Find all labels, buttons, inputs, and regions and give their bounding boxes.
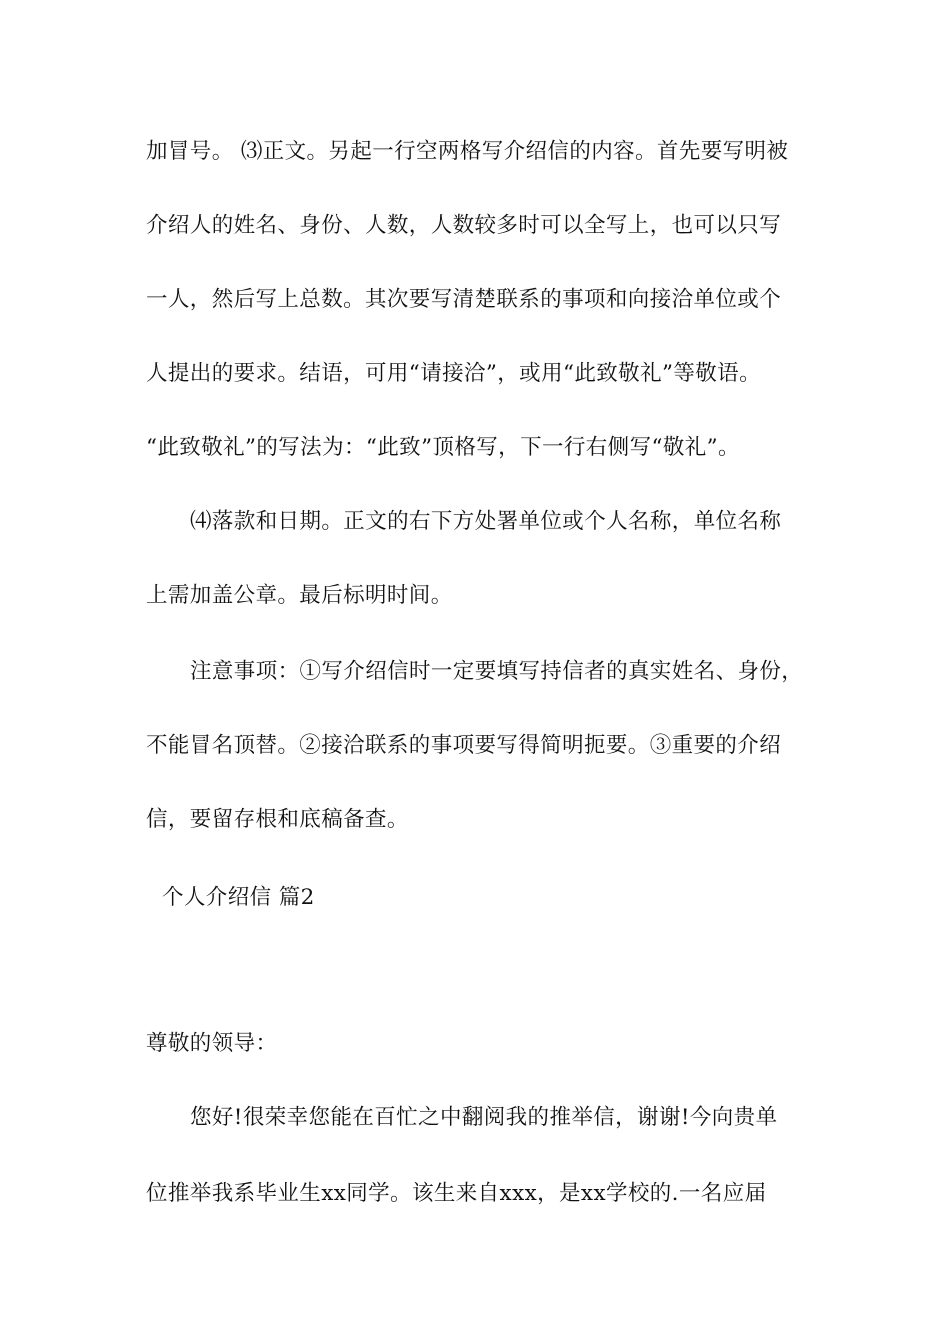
paragraph-line: ⑷落款和日期。正文的右下方处署单位或个人名称，单位名称 — [190, 509, 782, 534]
paragraph-line: 一人，然后写上总数。其次要写清楚联系的事项和向接洽单位或个 — [146, 287, 782, 312]
paragraph-line: 您好!很荣幸您能在百忙之中翻阅我的推举信，谢谢!今向贵单 — [190, 1105, 778, 1130]
paragraph-line: 上需加盖公章。最后标明时间。 — [146, 583, 453, 608]
paragraph-line: “此致敬礼”的写法为：“此致”顶格写，下一行右侧写“敬礼”。 — [146, 435, 740, 460]
paragraph-line: 信，要留存根和底稿备查。 — [146, 807, 409, 832]
paragraph-line: 加冒号。 ⑶正文。另起一行空两格写介绍信的内容。首先要写明被 — [146, 139, 789, 164]
paragraph-line: 注意事项：①写介绍信时一定要填写持信者的真实姓名、身份， — [190, 659, 804, 684]
salutation: 尊敬的领导： — [146, 1031, 278, 1056]
paragraph-line: 不能冒名顶替。②接洽联系的事项要写得简明扼要。③重要的介绍 — [146, 733, 782, 758]
paragraph-line: 位推举我系毕业生xx同学。该生来自xxx，是xx学校的.一名应届 — [146, 1181, 767, 1206]
paragraph-line: 人提出的要求。结语，可用“请接洽”，或用“此致敬礼”等敬语。 — [146, 361, 761, 386]
section-heading: 个人介绍信 篇2 — [162, 885, 315, 910]
paragraph-line: 介绍人的姓名、身份、人数，人数较多时可以全写上，也可以只写 — [146, 213, 782, 238]
